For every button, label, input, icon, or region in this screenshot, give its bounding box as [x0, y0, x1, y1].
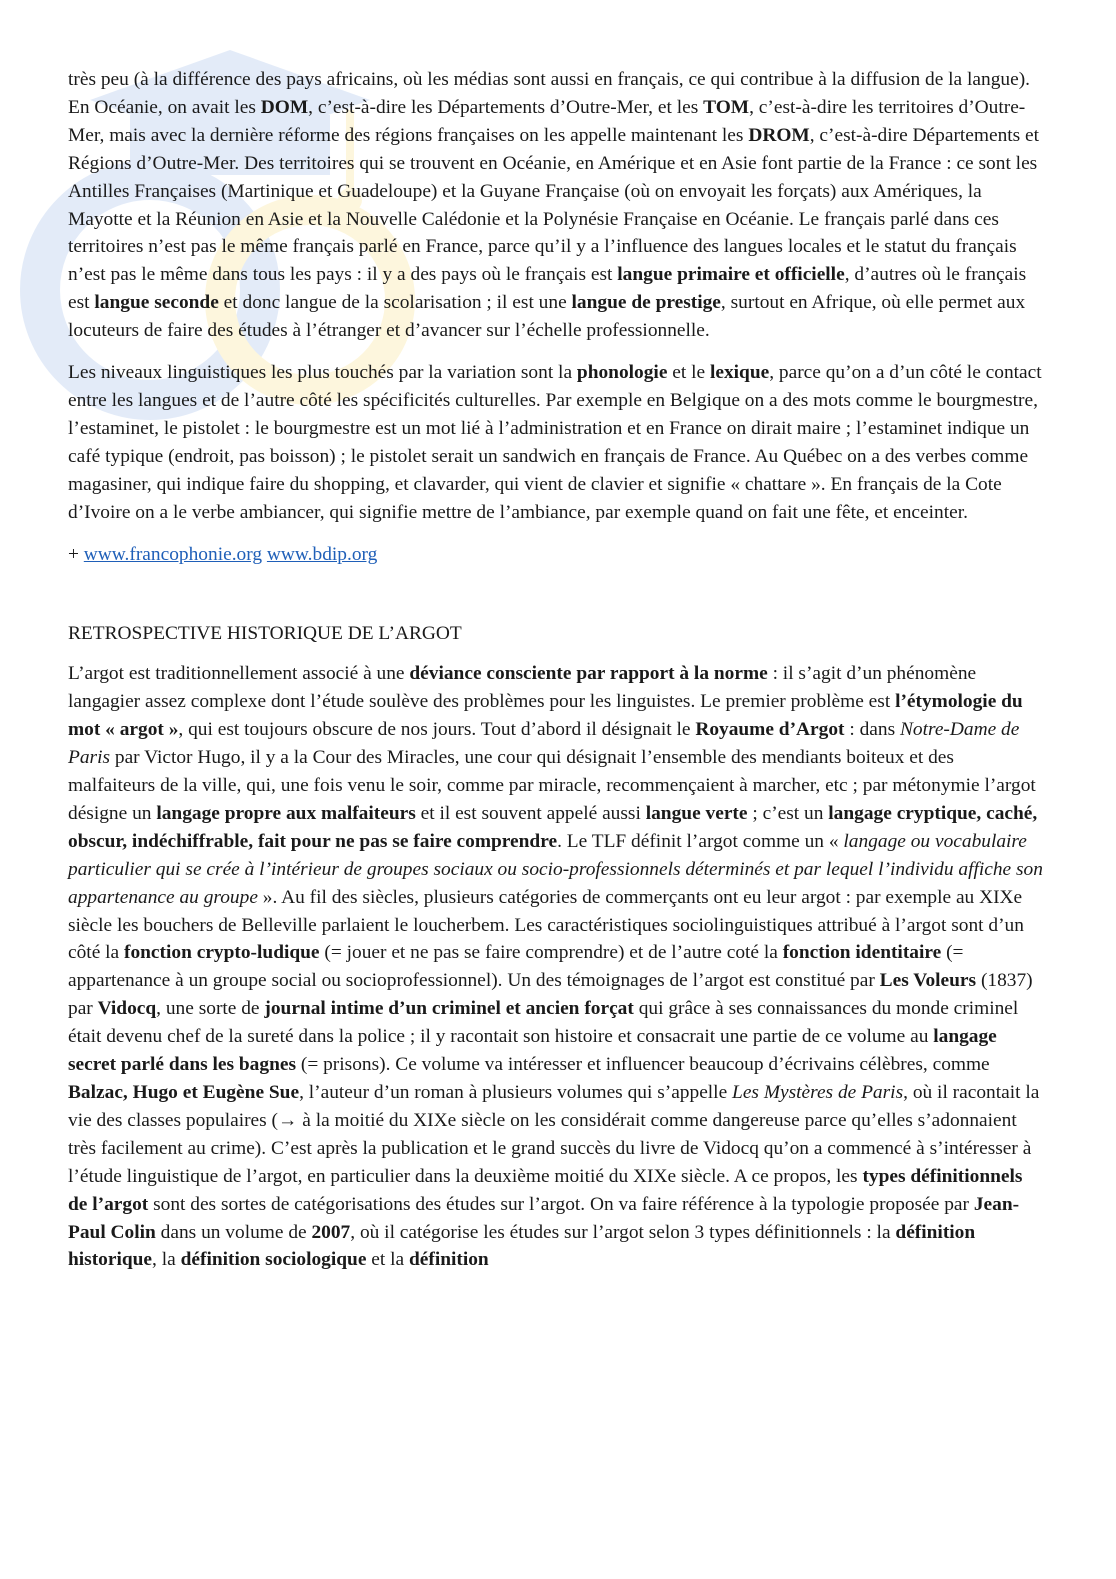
bold-text: déviance consciente par rapport à la norme	[409, 663, 768, 685]
bold-text: Balzac, Hugo et Eugène Sue	[68, 1082, 300, 1103]
text-run: , c’est-à-dire Départements et Régions d’Outre-Mer. Des territoires qui se trouvent en Océanie, en Amérique et en Asie font partie de la France : ce sont les Antilles Françaises (Martinique et Guadeloupe) et la Guyane Française (où on envoyait les forçats) aux Amériques, la Mayotte et la Réunion en Asie et la Nouvelle Calédonie et la Polynésie Française en Océanie. Le français parlé dans ces territoires n’est pas le même français parlé en France, parce qu’il y a l’influence des langues locales et le statut du français n’est pas le même dans tous les pays : il y a des pays où le français est	[68, 124, 1040, 286]
text-run: et le	[667, 362, 710, 384]
text-run: Les niveaux linguistiques les plus touchés par la variation sont la	[68, 362, 577, 384]
text-run: et donc langue de la scolarisation ; il est une	[218, 292, 572, 314]
francophonie-link[interactable]: www.francophonie.org	[83, 543, 263, 565]
text-run: (1837) par	[68, 970, 1033, 1020]
text-run: , c’est-à-dire les Départements d’Outre-Mer, et les	[308, 96, 704, 118]
text-run: , c’est-à-dire les territoires d’Outre-Mer, mais avec la dernière réforme des régions françaises on les appelle maintenant les	[68, 96, 1026, 146]
text-run: et il est souvent appelé aussi	[415, 802, 646, 824]
text-run: : il s’agit d’un phénomène langagier assez complexe dont l’étude soulève des problèmes pour les linguistes. Le premier problème est	[68, 663, 977, 713]
text-run: très peu (à la différence des pays africains, où les médias sont aussi en français, ce qui contribue à la diffusion de la langue). En Océanie, on avait les	[68, 69, 1031, 118]
text-run: , l’auteur d’un roman à plusieurs volumes qui s’appelle	[299, 1082, 733, 1103]
bold-text: DROM	[748, 124, 810, 146]
bold-text: langue de prestige	[571, 292, 721, 314]
text-run: (= appartenance à un groupe social ou socioprofessionnel). Un des témoignages de l’argot est constitué par	[68, 942, 964, 992]
bold-text: lexique	[709, 362, 770, 384]
text-run: L’argot est traditionnellement associé à une	[68, 663, 410, 685]
bold-text: fonction identitaire	[782, 942, 942, 964]
text-run: (= jouer et ne pas se faire comprendre) et de l’autre coté la	[319, 942, 783, 964]
italic-text: langage ou vocabulaire particulier qui se crée à l’intérieur de groupes sociaux ou socio-professionnels déterminés et par lequel l’individu affiche son appartenance au groupe	[68, 830, 1043, 908]
text-run: , où il catégorise les études sur l’argot selon 3 types définitionnels : la	[350, 1221, 896, 1243]
bold-text: fonction crypto-ludique	[124, 942, 320, 964]
bold-text: Jean-Paul Colin	[68, 1193, 1020, 1243]
paragraph-drom	[68, 66, 1046, 345]
bold-text: langue verte	[645, 802, 748, 824]
text-run: par Victor Hugo, il y a la Cour des Miracles, une cour qui désignait l’ensemble des mendiants boiteux et des malfaiteurs de la ville, qui, une fois venu le soir, comme par miracle, recommençaient à marcher, etc ; par métonymie l’argot désigne un	[68, 747, 1036, 824]
bold-text: Les Voleurs	[879, 970, 977, 992]
bold-text: journal intime d’un criminel et ancien forçat	[264, 998, 634, 1020]
bold-text: définition historique	[68, 1221, 976, 1271]
text-run: et la	[366, 1249, 409, 1271]
section-heading: RETROSPECTIVE HISTORIQUE DE L’ARGOT	[68, 623, 462, 645]
text-run: ; c’est un	[747, 802, 829, 824]
bold-text: langage secret parlé dans les bagnes	[68, 1026, 997, 1076]
italic-text: Les Mystères de Paris	[732, 1082, 904, 1103]
bold-text: définition sociologique	[180, 1249, 367, 1271]
text-run: , une sorte de	[156, 998, 265, 1020]
text-run: sont des sortes de catégorisations des études sur l’argot. On va faire référence à la typologie proposée par	[148, 1193, 974, 1215]
italic-text: Notre-Dame de Paris	[68, 719, 1020, 769]
bdip-link[interactable]: www.bdip.org	[266, 543, 378, 565]
text-run: , où il racontait la vie des classes populaires (→ à la moitié du XIXe siècle on les considérait comme dangereuse parce qu’elles s’adonnaient très facilement au crime). C’est après la publication et le grand succès du livre de Vidocq qu’on a commencé à s’intéresser à l’étude linguistique de l’argot, en particulier dans la deuxième moitié du XIXe siècle. A ce propos, les	[68, 1082, 1040, 1187]
document-page	[68, 66, 1046, 1288]
text-run: , d’autres où le français est	[68, 264, 1027, 314]
bold-text: langage cryptique, caché, obscur, indéchiffrable, fait pour ne pas se faire comprendre	[68, 802, 1038, 852]
links-prefix: +	[68, 543, 84, 565]
text-run: , surtout en Afrique, où elle permet aux locuteurs de faire des études à l’étranger et d’avancer sur l’échelle professionnelle.	[68, 292, 1026, 342]
text-run: ». Au fil des siècles, plusieurs catégories de commerçants ont eu leur argot : par exemple au XIXe siècle les bouchers de Belleville parlaient le loucherbem. Les caractéristiques sociolinguistiques attribué à l’argot sont d’un côté la	[68, 886, 1024, 964]
text-run: , qui est toujours obscure de nos jours. Tout d’abord il désignait le	[178, 719, 696, 741]
text-run: , parce qu’on a d’un côté le contact entre les langues et de l’autre côté les spécificités culturelles. Par exemple en Belgique on a des mots comme le bourgmestre, l’estaminet, le pistolet : le bourgmestre est un mot lié à l’administration et en France on dirait maire ; l’estaminet indique un café typique (endroit, pas boisson) ; le pistolet serait un sandwich en français de France. Au Québec on a des verbes comme magasiner, qui indique faire du shopping, et clavarder, qui vient de clavier et signifie « chattare ». En français de la Cote d’Ivoire on a le verbe ambiancer, qui signifie mettre de l’ambiance, par exemple quand on fait une fête, et enceinter.	[68, 362, 1042, 523]
bold-text: langage propre aux malfaiteurs	[156, 802, 416, 824]
links-line	[68, 541, 1046, 569]
bold-text: langue seconde	[94, 292, 219, 314]
bold-text: définition	[408, 1249, 489, 1271]
text-run: qui grâce à ses connaissances du monde criminel était devenu chef de la sureté dans la police ; il y racontait son histoire et consacrait une partie de ce volume au	[68, 998, 1019, 1048]
text-run: . Le TLF définit l’argot comme un «	[557, 830, 844, 852]
bold-text: Royaume d’Argot	[695, 719, 845, 741]
bold-text: l’étymologie du mot « argot »	[68, 691, 1023, 741]
bold-text: phonologie	[576, 362, 668, 384]
bold-text: Vidocq	[97, 998, 157, 1020]
paragraph-argot	[68, 660, 1046, 1274]
text-run: : dans	[844, 719, 900, 741]
paragraph-variation	[68, 359, 1046, 526]
text-run: (= prisons). Ce volume va intéresser et influencer beaucoup d’écrivains célèbres, comme	[296, 1054, 990, 1076]
text-run: , la	[152, 1249, 181, 1271]
bold-text: 2007	[311, 1221, 351, 1243]
text-run: dans un volume de	[155, 1221, 312, 1243]
bold-text: types définitionnels de l’argot	[68, 1165, 1023, 1215]
bold-text: TOM	[703, 96, 750, 118]
bold-text: DOM	[260, 96, 309, 118]
bold-text: langue primaire et officielle	[617, 264, 845, 286]
